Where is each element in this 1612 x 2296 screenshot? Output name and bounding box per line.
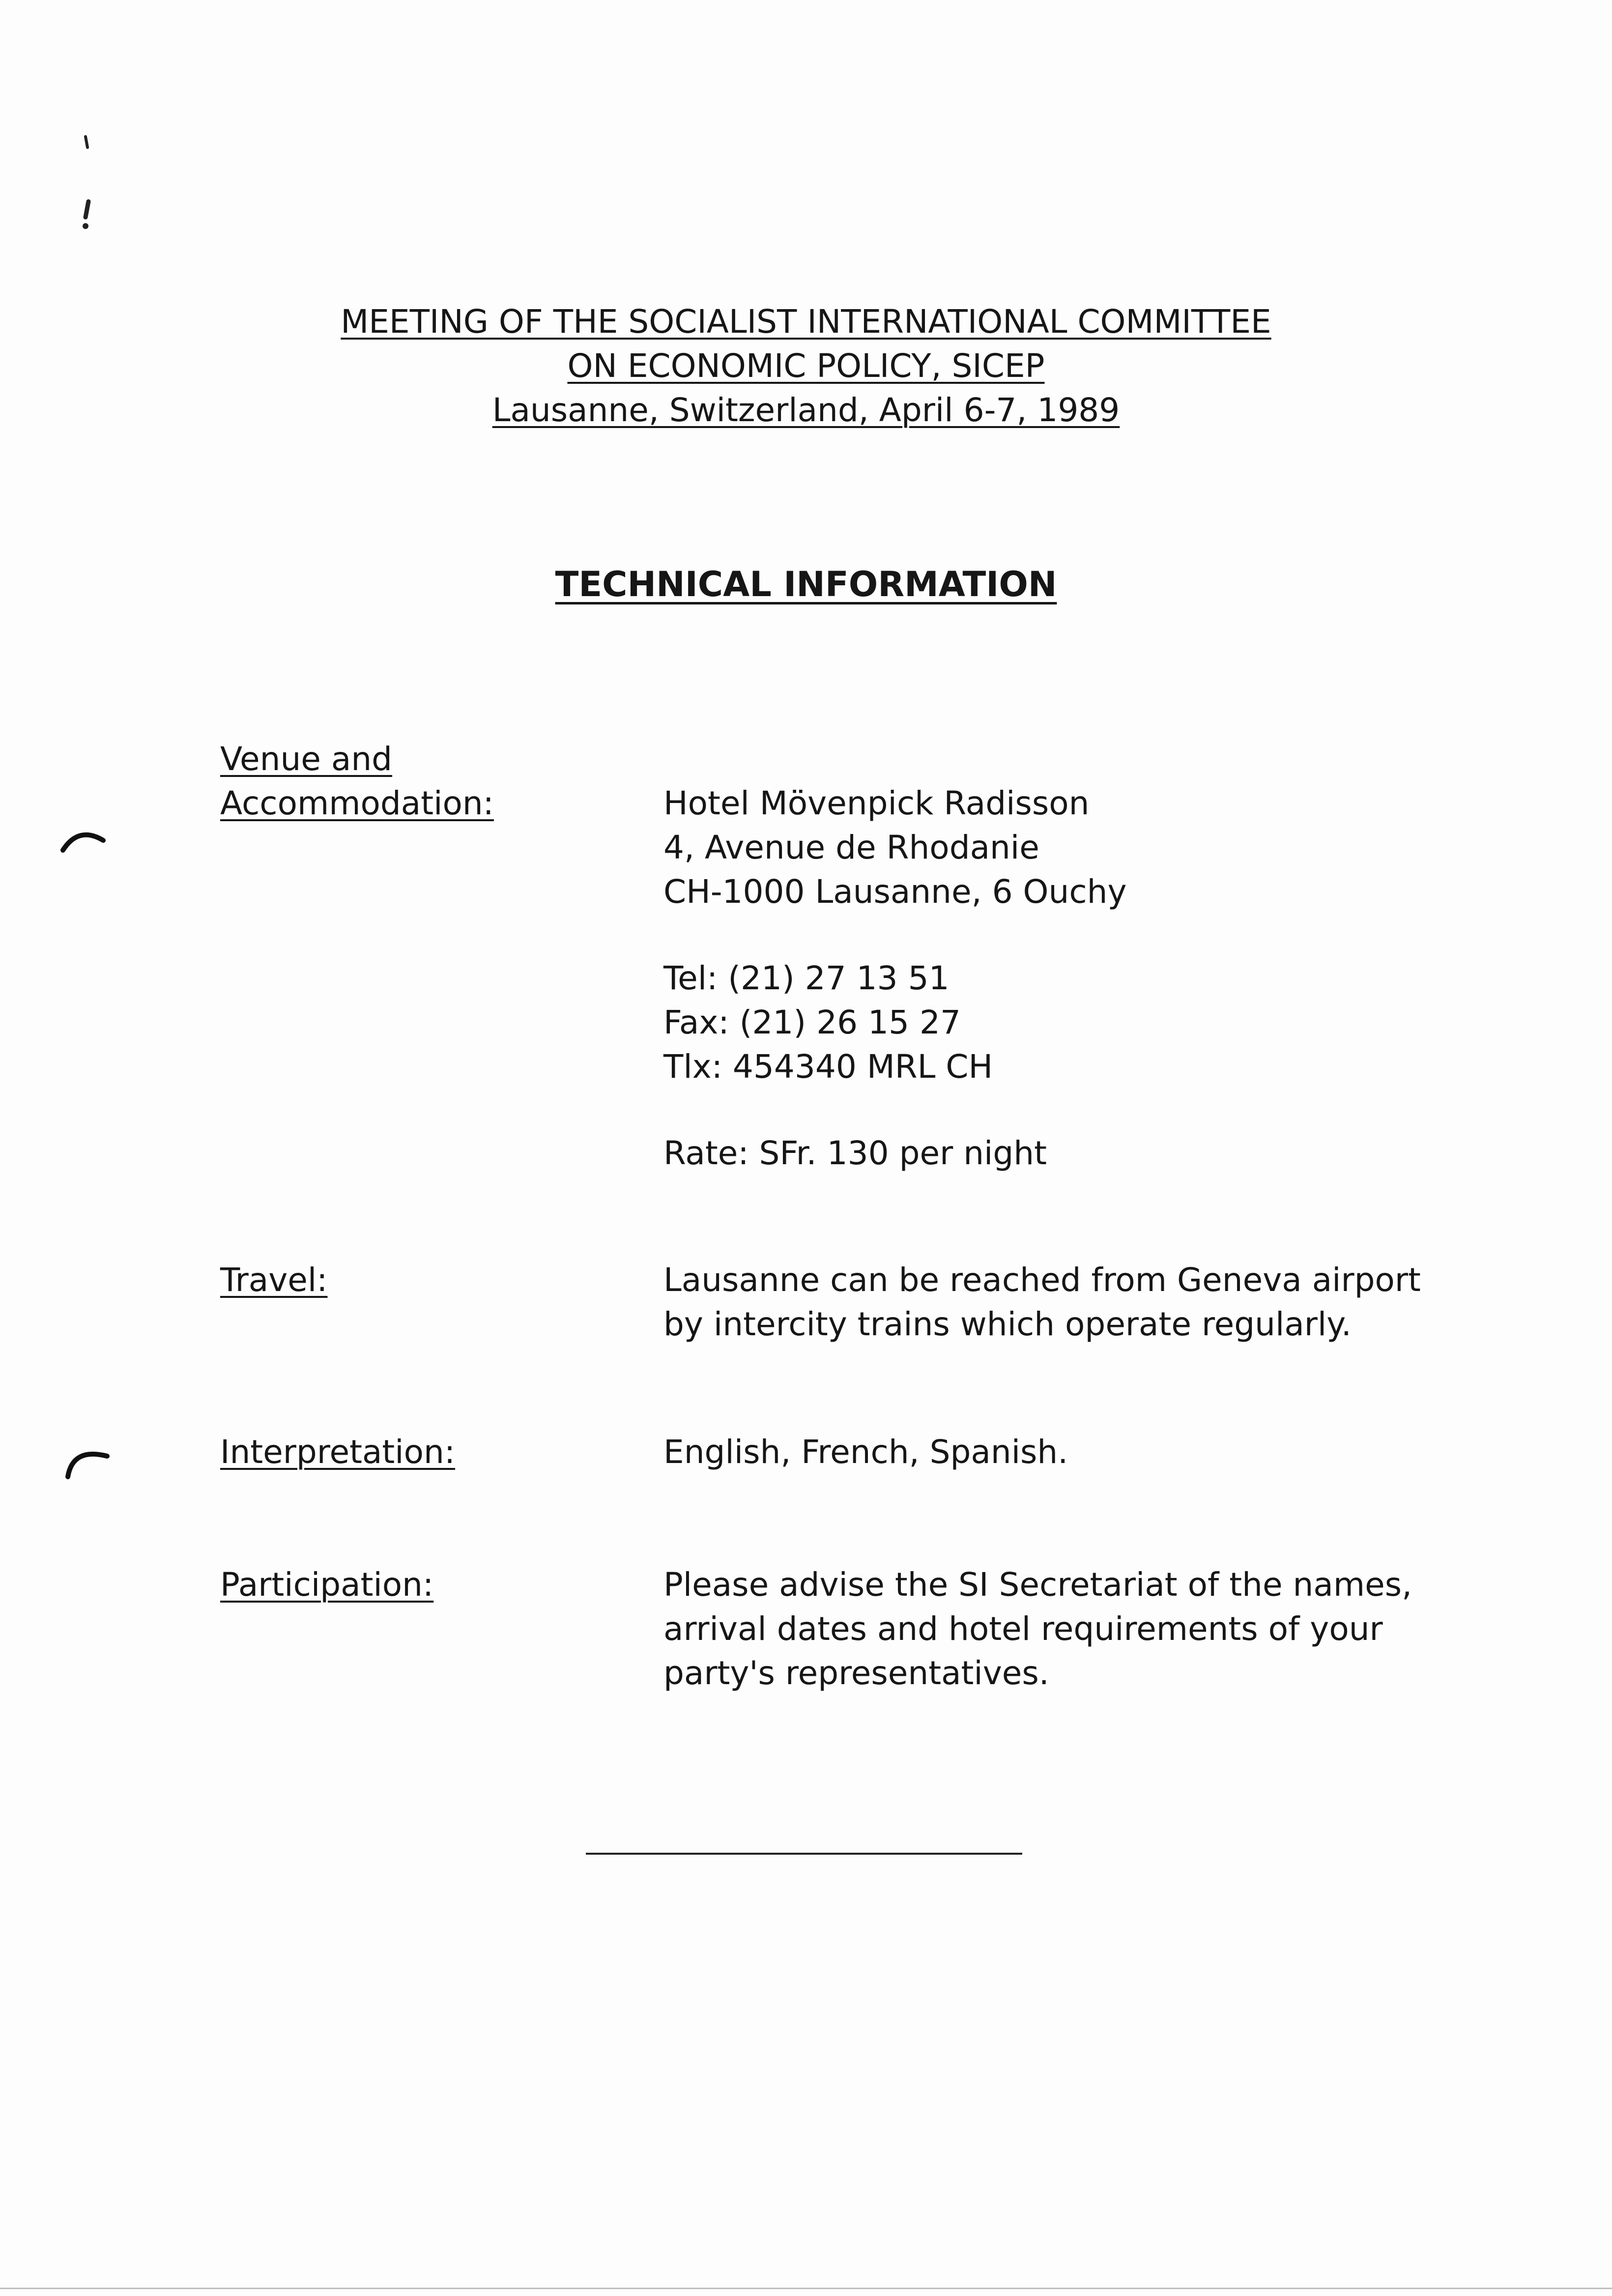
venue-details xyxy=(663,781,1430,1176)
interpretation-label: Interpretation: xyxy=(220,1433,456,1471)
header-line-3: Lausanne, Switzerland, April 6-7, 1989 xyxy=(492,391,1120,429)
header-line-2: ON ECONOMIC POLICY, SICEP xyxy=(567,347,1045,385)
hotel-city: CH-1000 Lausanne, 6 Ouchy xyxy=(663,873,1127,911)
interpretation-details: English, French, Spanish. xyxy=(663,1433,1068,1471)
travel-details: Lausanne can be reached from Geneva airport by intercity trains which operate regularly. xyxy=(663,1261,1421,1343)
hotel-fax: Fax: (21) 26 15 27 xyxy=(663,1004,961,1041)
hotel-name: Hotel Mövenpick Radisson xyxy=(663,784,1090,822)
scan-edge-line xyxy=(0,2288,1612,2289)
venue-label: Venue and Accommodation: xyxy=(220,740,494,822)
participation-details: Please advise the SI Secretariat of the names, arrival dates and hotel requirements of your party's representatives. xyxy=(663,1566,1412,1692)
punch-hole-mark-lower xyxy=(63,1437,112,1482)
hotel-tel: Tel: (21) 27 13 51 xyxy=(663,959,950,997)
punch-hole-mark-upper xyxy=(59,821,108,860)
travel-label: Travel: xyxy=(220,1261,328,1299)
closing-divider xyxy=(586,1853,1022,1855)
hotel-rate: Rate: SFr. 130 per night xyxy=(663,1134,1047,1172)
meeting-header xyxy=(0,300,1612,432)
section-title: TECHNICAL INFORMATION xyxy=(555,564,1057,604)
participation-label: Participation: xyxy=(220,1566,434,1604)
hotel-street: 4, Avenue de Rhodanie xyxy=(663,829,1039,866)
header-line-1: MEETING OF THE SOCIALIST INTERNATIONAL COMMITTEE xyxy=(341,303,1271,341)
hotel-telex: Tlx: 454340 MRL CH xyxy=(663,1048,993,1086)
scan-mark-top xyxy=(79,133,93,241)
